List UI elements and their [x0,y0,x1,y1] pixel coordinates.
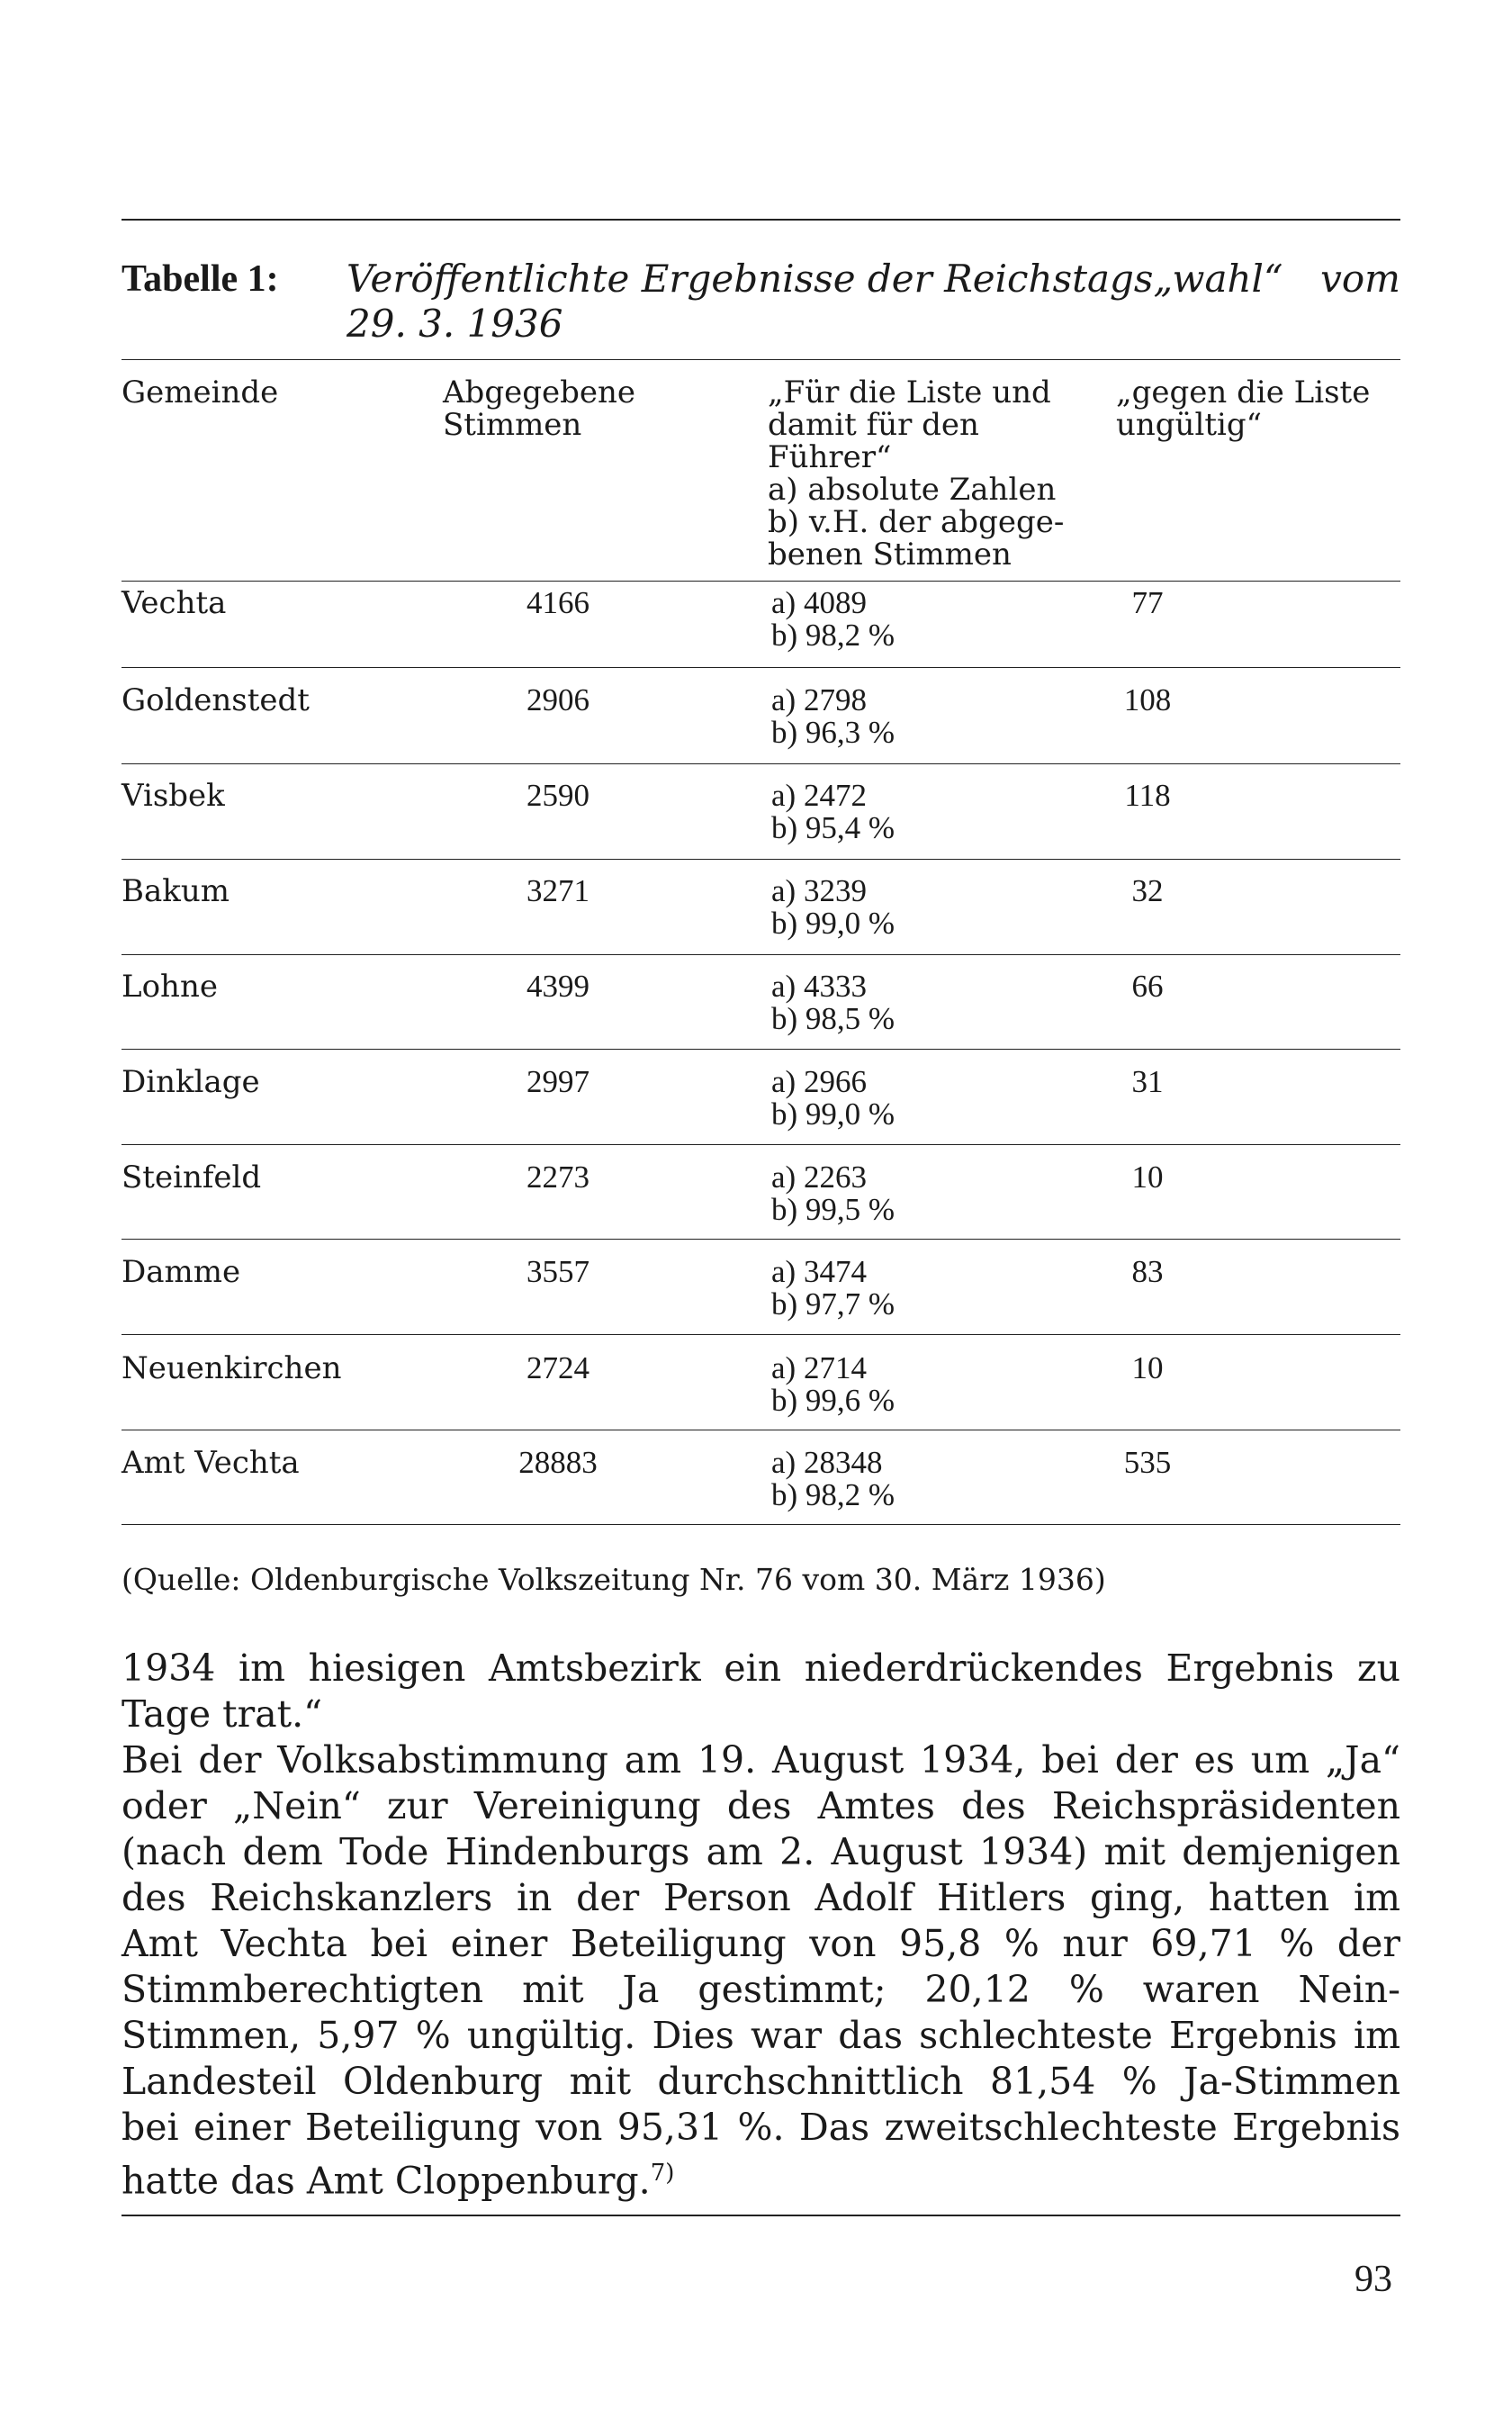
body-line: (nach dem Tode Hindenburgs am 2. August 1934) mit demjenigen [122,1830,1400,1873]
body-line: Landesteil Oldenburg mit durchschnittlich 81,54 % Ja-Stimmen [122,2060,1400,2103]
column-header-abgegebene: Abgegebene Stimmen [443,374,635,443]
body-line: Tage trat.“ [122,1692,323,1736]
cell-gemeinde: Visbek [122,778,225,814]
table-row [122,587,1400,677]
cell-fuer [771,875,895,940]
cell-abgegeben: 4399 [526,969,590,1004]
cell-gegen: 77 [1131,585,1164,620]
cell-abgegeben: 2590 [526,778,590,813]
cell-abgegeben: 2997 [526,1064,590,1099]
column-header-gegen: „gegen die Liste ungültig“ [1116,374,1371,443]
body-line: Amt Vechta bei einer Beteiligung von 95,8 % nur 69,71 % der [122,1922,1400,1965]
row-rule [122,859,1400,860]
cell-fuer-percent: b) 98,2 % [771,618,896,653]
cell-fuer-percent: b) 98,5 % [771,1001,896,1036]
column-header-gemeinde: Gemeinde [122,374,279,411]
cell-fuer-percent: b) 99,0 % [771,1096,896,1132]
cell-fuer-absolute: a) 2263 [771,1159,867,1195]
footnote-reference[interactable]: 7) [650,2160,675,2187]
cell-fuer-percent: b) 99,6 % [771,1383,896,1418]
cell-gemeinde: Amt Vechta [122,1445,300,1481]
cell-gemeinde: Goldenstedt [122,682,310,718]
body-line: hatte das Amt Cloppenburg. [122,2159,651,2203]
table-source-note: (Quelle: Oldenburgische Volkszeitung Nr. 76 vom 30. März 1936) [122,1562,1106,1597]
cell-fuer [771,1161,895,1226]
cell-gemeinde: Neuenkirchen [122,1350,342,1386]
cell-gegen: 10 [1131,1159,1164,1195]
row-rule [122,1239,1400,1240]
cell-gegen: 31 [1131,1064,1164,1099]
page-number: 93 [1354,2259,1392,2300]
body-line-final [122,2151,1400,2205]
table-row [122,970,1400,1060]
table-row [122,875,1400,965]
row-rule [122,667,1400,668]
cell-abgegeben: 2724 [526,1350,590,1385]
header-bottom-rule [122,581,1400,582]
body-line: Bei der Volksabstimmung am 19. August 1934, bei der es um „Ja“ [122,1738,1400,1782]
cell-fuer-percent: b) 99,0 % [771,906,896,941]
cell-fuer-absolute: a) 2966 [771,1064,867,1099]
body-line: Stimmen, 5,97 % ungültig. Dies war das schlechteste Ergebnis im [122,2014,1400,2057]
cell-gegen: 66 [1131,969,1164,1004]
cell-fuer [771,1256,895,1321]
cell-gegen: 118 [1124,778,1171,813]
row-rule [122,763,1400,764]
cell-gemeinde: Damme [122,1254,241,1290]
cell-fuer-percent: b) 99,5 % [771,1192,896,1227]
table-caption-title-line1-end: vom [1320,257,1400,301]
body-line: Stimmberechtigten mit Ja gestimmt; 20,12 % waren Nein- [122,1968,1400,2011]
table-caption-label: Tabelle 1: [122,258,279,300]
body-line: bei einer Beteiligung von 95,31 %. Das zweitschlechteste Ergebnis [122,2106,1400,2149]
cell-fuer [771,1447,895,1511]
cell-fuer-absolute: a) 2798 [771,682,867,717]
cell-gegen: 108 [1123,682,1172,717]
cell-fuer-percent: b) 97,7 % [771,1286,896,1322]
cell-gegen: 83 [1131,1254,1164,1289]
table-row [122,1256,1400,1346]
body-line: oder „Nein“ zur Vereinigung des Amtes des Reichspräsidenten [122,1784,1400,1827]
cell-fuer-absolute: a) 4089 [771,585,867,620]
cell-gegen: 535 [1123,1445,1172,1480]
table-row [122,1161,1400,1251]
cell-fuer-absolute: a) 4333 [771,969,867,1004]
cell-fuer [771,1352,895,1417]
cell-fuer-absolute: a) 2472 [771,778,867,813]
cell-fuer [771,587,895,652]
table-caption-title-line2: 29. 3. 1936 [346,302,563,346]
cell-fuer-absolute: a) 2714 [771,1350,867,1385]
table-row [122,684,1400,774]
row-rule [122,1334,1400,1335]
cell-fuer-absolute: a) 3239 [771,873,867,908]
cell-fuer-absolute: a) 3474 [771,1254,867,1289]
table-row [122,1352,1400,1442]
cell-fuer [771,684,895,749]
cell-fuer [771,780,895,844]
body-bottom-rule [122,2215,1400,2216]
cell-abgegeben: 2906 [526,682,590,717]
cell-gegen: 10 [1131,1350,1164,1385]
cell-abgegeben: 4166 [526,585,590,620]
cell-abgegeben: 2273 [526,1159,590,1195]
table-row [122,780,1400,870]
column-header-fuer: „Für die Liste und damit für den Führer“ a) absolute Zahlen b) v.H. der abgege- benen Stimmen [768,374,1065,573]
row-rule [122,954,1400,955]
table-row [122,1066,1400,1156]
table-bottom-rule [122,1524,1400,1525]
cell-abgegeben: 3557 [526,1254,590,1289]
table-row [122,1447,1400,1537]
cell-gemeinde: Lohne [122,969,218,1005]
cell-fuer-percent: b) 98,2 % [771,1477,896,1512]
table-caption-title-line1: Veröffentlichte Ergebnisse der Reichstags„wahl“ [346,257,1283,301]
cell-gegen: 32 [1131,873,1164,908]
body-line: des Reichskanzlers in der Person Adolf Hitlers ging, hatten im [122,1876,1400,1919]
cell-abgegeben: 28883 [518,1445,598,1480]
cell-fuer-absolute: a) 28348 [771,1445,883,1480]
cell-gemeinde: Dinklage [122,1064,260,1100]
cell-gemeinde: Steinfeld [122,1159,262,1195]
cell-gemeinde: Vechta [122,585,227,621]
cell-fuer-percent: b) 95,4 % [771,810,896,845]
cell-fuer [771,970,895,1035]
row-rule [122,1144,1400,1145]
cell-fuer [771,1066,895,1131]
top-rule [122,219,1400,221]
cell-gemeinde: Bakum [122,873,230,909]
body-line: 1934 im hiesigen Amtsbezirk ein niederdrückendes Ergebnis zu [122,1647,1400,1690]
cell-fuer-percent: b) 96,3 % [771,715,896,750]
cell-abgegeben: 3271 [526,873,590,908]
header-top-rule [122,359,1400,360]
table-caption-title [346,257,1400,347]
body-paragraph [122,1646,1400,2205]
row-rule [122,1049,1400,1050]
